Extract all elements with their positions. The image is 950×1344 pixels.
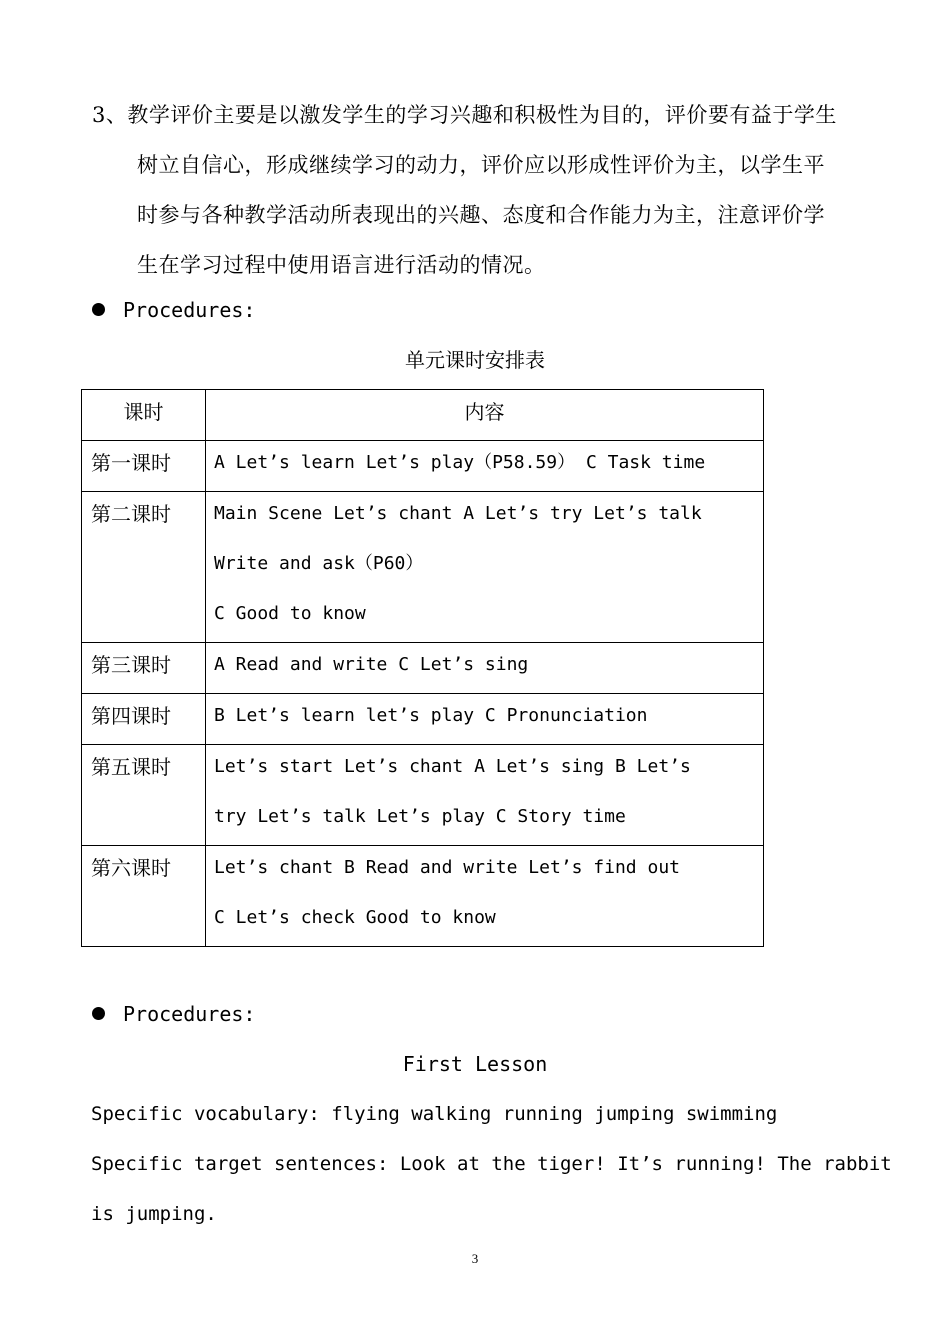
vocabulary-line: Specific vocabulary: flying walking running jumping swimming <box>91 1103 778 1125</box>
table-row <box>82 846 764 947</box>
paragraph-line: 3、教学评价主要是以激发学生的学习兴趣和积极性为目的，评价要有益于学生 <box>92 103 837 127</box>
content-line: Let’s chant B Read and write Let’s find out <box>214 857 680 878</box>
header-lesson: 课时 <box>82 390 206 441</box>
paragraph-line: 树立自信心，形成继续学习的动力，评价应以形成性评价为主，以学生平 <box>137 153 825 177</box>
header-content: 内容 <box>206 390 764 441</box>
content-line: A Read and write C Let’s sing <box>214 654 529 675</box>
lesson-cell: 第五课时 <box>82 745 206 846</box>
paragraph-line: 生在学习过程中使用语言进行活动的情况。 <box>137 253 546 277</box>
content-cell <box>206 492 764 643</box>
table-row <box>82 492 764 643</box>
lesson-title: First Lesson <box>402 1052 548 1076</box>
content-cell <box>206 745 764 846</box>
lesson-cell: 第六课时 <box>82 846 206 947</box>
content-line: try Let’s talk Let’s play C Story time <box>214 806 626 827</box>
paragraph-line: 时参与各种教学活动所表现出的兴趣、态度和合作能力为主，注意评价学 <box>137 203 825 227</box>
bullet-dot-icon <box>92 1007 105 1020</box>
evaluation-paragraph <box>92 90 864 290</box>
procedures-bullet <box>92 999 255 1029</box>
target-sentences-line: is jumping. <box>91 1203 217 1225</box>
lesson-cell: 第四课时 <box>82 694 206 745</box>
content-line: C Let’s check Good to know <box>214 907 496 928</box>
content-line: C Good to know <box>214 603 366 624</box>
lesson-schedule-table <box>81 389 764 947</box>
lesson-cell: 第三课时 <box>82 643 206 694</box>
content-cell <box>206 643 764 694</box>
table-row <box>82 441 764 492</box>
lesson-cell: 第二课时 <box>82 492 206 643</box>
content-line: Main Scene Let’s chant A Let’s try Let’s talk <box>214 503 702 524</box>
content-line: A Let’s learn Let’s play（P58.59） C Task time <box>214 452 706 473</box>
bullet-label: Procedures: <box>123 298 256 322</box>
bullet-dot-icon <box>92 303 105 316</box>
lesson-cell: 第一课时 <box>82 441 206 492</box>
table-row <box>82 694 764 745</box>
content-cell <box>206 694 764 745</box>
content-line: Let’s start Let’s chant A Let’s sing B Let’s <box>214 756 691 777</box>
table-row <box>82 643 764 694</box>
content-cell <box>206 441 764 492</box>
content-line: B Let’s learn let’s play C Pronunciation <box>214 705 648 726</box>
content-cell <box>206 846 764 947</box>
table-title: 单元课时安排表 <box>405 348 545 372</box>
table-row <box>82 745 764 846</box>
content-line: Write and ask（P60） <box>214 553 424 574</box>
table-header-row <box>82 390 764 441</box>
procedures-bullet <box>92 295 255 325</box>
page-number: 3 <box>471 1251 479 1266</box>
target-sentences-line: Specific target sentences: Look at the tiger! It’s running! The rabbit <box>91 1153 892 1175</box>
bullet-label: Procedures: <box>123 1002 256 1026</box>
